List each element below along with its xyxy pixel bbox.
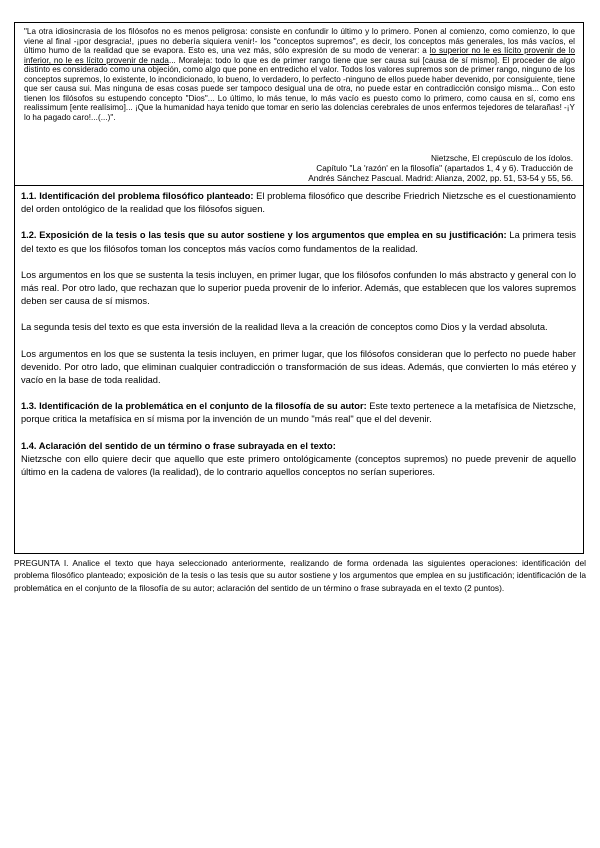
answer-1-3-heading: 1.3. Identificación de la problemática en el conjunto de la filosofía de su autor: (21, 401, 367, 412)
answer-1-1-text: El problema filosófico que describe Friedrich Nietzsche es el cuestionamiento del orden ontológico de la realidad que los filósofos siguen. (21, 191, 576, 215)
quote-box (15, 23, 583, 186)
answer-1-4-text: Nietzsche con ello quiere decir que aquello que este primero ontológicamente (conceptos supremos) no puede prevenir de aquello último en la cadena de valores (la realidad), de lo contrario aquellos conceptos no serían superiores. (21, 453, 576, 478)
quote-text-start: "La otra idiosincrasia de los filósofos no es menos peligrosa: consiste en confundir lo último y lo primero. Ponen al comienzo, como comienzo, lo que viene al final -¡por desgracia!, ¡pues no debería siquiera venir!- los "conceptos supremos", es decir, los conceptos más generales, los más vacíos, el último humo de la realidad que se evapora. Esto es, una vez más, sólo expresión de su modo de venerar: a (24, 27, 575, 56)
answer-1-3-text: Este texto pertenece a la metafísica de Nietzsche, porque critica la metafísica en sí misma por la invención de un mundo "más real" que el del devenir. (21, 401, 576, 425)
citation-chapter: Capítulo "La 'razón' en la filosofía" (apartados 1, 4 y 6). Traducción de (316, 163, 573, 173)
citation-publisher: Andrés Sánchez Pascual. Madrid: Alianza, 2002, pp. 51, 53-54 y 55, 56. (308, 173, 573, 183)
answer-1-4-heading-line (21, 440, 576, 453)
citation-author-work: Nietzsche, El crepúsculo de los ídolos. (430, 153, 573, 163)
answer-1-1 (21, 190, 576, 216)
answer-1-2 (21, 229, 576, 255)
answer-1-4-heading: 1.4. Aclaración del sentido de un término o frase subrayada en el texto: (21, 440, 336, 451)
citation (308, 153, 573, 183)
answer-1-2-arguments-1: Los argumentos en los que se sustenta la tesis incluyen, en primer lugar, que los filósofos confunden lo más abstracto y general con lo más real. Por otro lado, que rechazan que lo superior pueda provenir de lo inferior. Además, que establecen que los valores supremos deben ser causa de sí mismos. (21, 269, 576, 307)
answer-1-2-text: La primera tesis del texto es que los filósofos toman los conceptos más vacíos como fundamentos de la realidad. (21, 230, 576, 254)
document-frame (14, 22, 584, 554)
question-prompt: PREGUNTA I. Analice el texto que haya seleccionado anteriormente, realizando de forma ordenada las siguientes operaciones: identificación del problema filosófico planteado; exposición de la tesis o las tesis que su autor sostiene y los argumentos que emplea en su justificación; identificación de la problemática en el conjunto de la filosofía de su autor; aclaración del sentido de un término o frase subrayada en el texto (2 puntos). (14, 558, 586, 593)
quote-text-end: ... Moraleja: todo lo que es de primer rango tiene que ser causa sui [causa de sí mismo]. El proceder de algo distinto es considerado como una objeción, como algo que pone en entredicho el valor. Todos los valores supremos son de primer rango, ninguno de los conceptos supremos, lo existente, lo incondicionado, lo bueno, lo verdadero, lo perfecto -ninguno de ellos puede haber devenido, por consiguiente, tiene que ser causa sui. Mas ninguna de esas cosas puede ser tampoco desigual una de otra, no puede estar en contradicción consigo misma... Con esto tienen los filósofos su estupendo concepto "Dios"... Lo último, lo más tenue, lo más vacío es puesto como lo primero, como causa en sí, como ens realissimum [ente realísimo]... ¡Que la humanidad haya tenido que tomar en serio las dolencias cerebrales de unos enfermos tejedores de telarañas! -¡Y lo ha pagado caro!...(...)". (24, 55, 576, 122)
answer-1-2-arguments-2: Los argumentos en los que se sustenta la tesis incluyen, en primer lugar, que los filósofos consideran que lo perfecto no puede haber devenido. Por otro lado, que eliminan cualquier contradicción o transformación de sus ideas. Además, que convierten lo más etéreo y vacío en la base de toda realidad. (21, 348, 576, 386)
answer-1-2-heading: 1.2. Exposición de la tesis o las tesis que su autor sostiene y los argumentos que emplea en su justificación: (21, 230, 507, 241)
answers-section (15, 190, 583, 479)
answer-1-1-heading: 1.1. Identificación del problema filosófico planteado: (21, 191, 254, 201)
underlined-phrase: lo superior no le es lícito provenir de lo inferior, no le es lícito provenir de nada (24, 46, 576, 65)
answer-1-2-second-thesis: La segunda tesis del texto es que esta inversión de la realidad lleva a la creación de conceptos como Dios y la verdad absoluta. (21, 322, 548, 333)
quote-text (24, 27, 575, 122)
answer-1-3 (21, 400, 576, 426)
